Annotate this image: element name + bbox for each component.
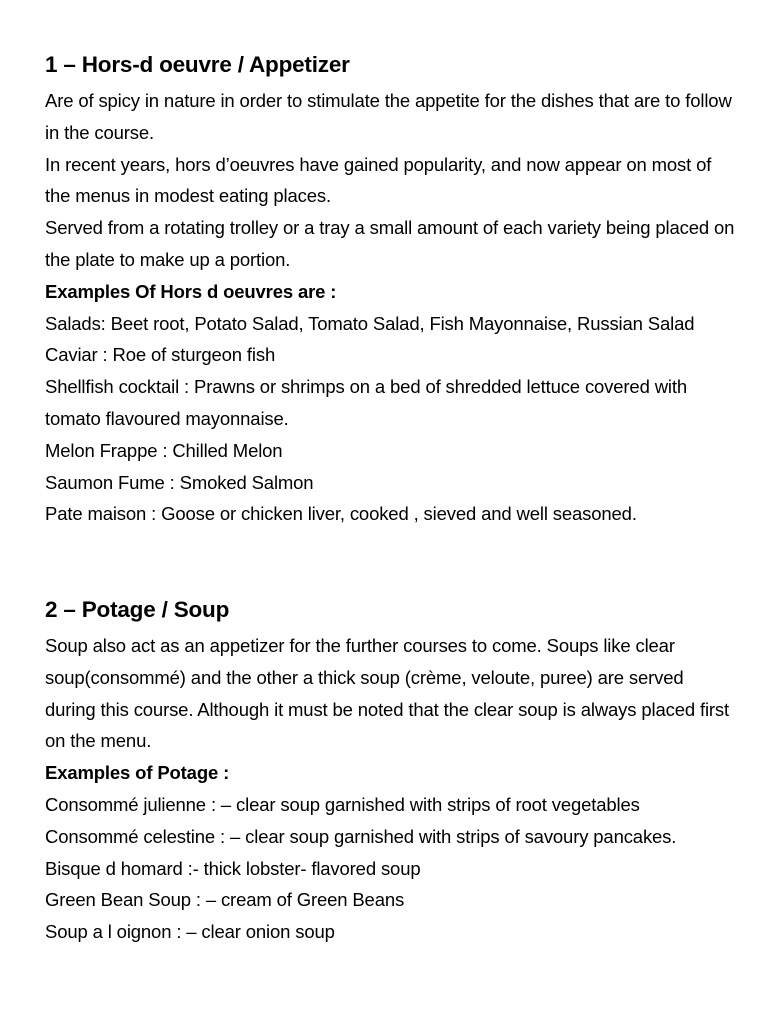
- section-heading: 2 – Potage / Soup: [45, 597, 230, 622]
- example-item: Bisque d homard :- thick lobster- flavored soup: [45, 857, 421, 879]
- example-item: Consommé julienne : – clear soup garnished with strips of root vegetables: [45, 793, 640, 815]
- body-paragraph: Soup also act as an appetizer for the further courses to come. Soups like clear soup(consommé) and the other a thick soup (crème, veloute, puree) are served during this course. Although it must be noted that the clear soup is always placed first on the menu.: [45, 635, 730, 752]
- example-item: Melon Frappe : Chilled Melon: [45, 439, 283, 461]
- section-potage: [45, 594, 735, 948]
- body-paragraph: Are of spicy in nature in order to stimulate the appetite for the dishes that are to follow in the course.: [45, 90, 732, 143]
- example-item: Green Bean Soup : – cream of Green Beans: [45, 889, 405, 911]
- example-item: Pate maison : Goose or chicken liver, cooked , sieved and well seasoned.: [45, 503, 637, 525]
- section-hors-doeuvre: [45, 49, 735, 530]
- body-paragraph: In recent years, hors d’oeuvres have gained popularity, and now appear on most of the menus in modest eating places.: [45, 153, 712, 207]
- body-paragraph: Served from a rotating trolley or a tray a small amount of each variety being placed on the plate to make up a portion.: [45, 217, 735, 270]
- example-item: Shellfish cocktail : Prawns or shrimps on a bed of shredded lettuce covered with tomato flavoured mayonnaise.: [45, 376, 687, 429]
- example-item: Saumon Fume : Smoked Salmon: [45, 471, 314, 493]
- example-item: Caviar : Roe of sturgeon fish: [45, 344, 276, 366]
- example-item: Consommé celestine : – clear soup garnished with strips of savoury pancakes.: [45, 825, 677, 847]
- examples-heading: Examples of Potage :: [45, 762, 230, 784]
- section-heading: 1 – Hors-d oeuvre / Appetizer: [45, 52, 350, 77]
- examples-heading: Examples Of Hors d oeuvres are :: [45, 280, 337, 302]
- example-item: Soup a l oignon : – clear onion soup: [45, 921, 335, 943]
- example-item: Salads: Beet root, Potato Salad, Tomato Salad, Fish Mayonnaise, Russian Salad: [45, 312, 695, 334]
